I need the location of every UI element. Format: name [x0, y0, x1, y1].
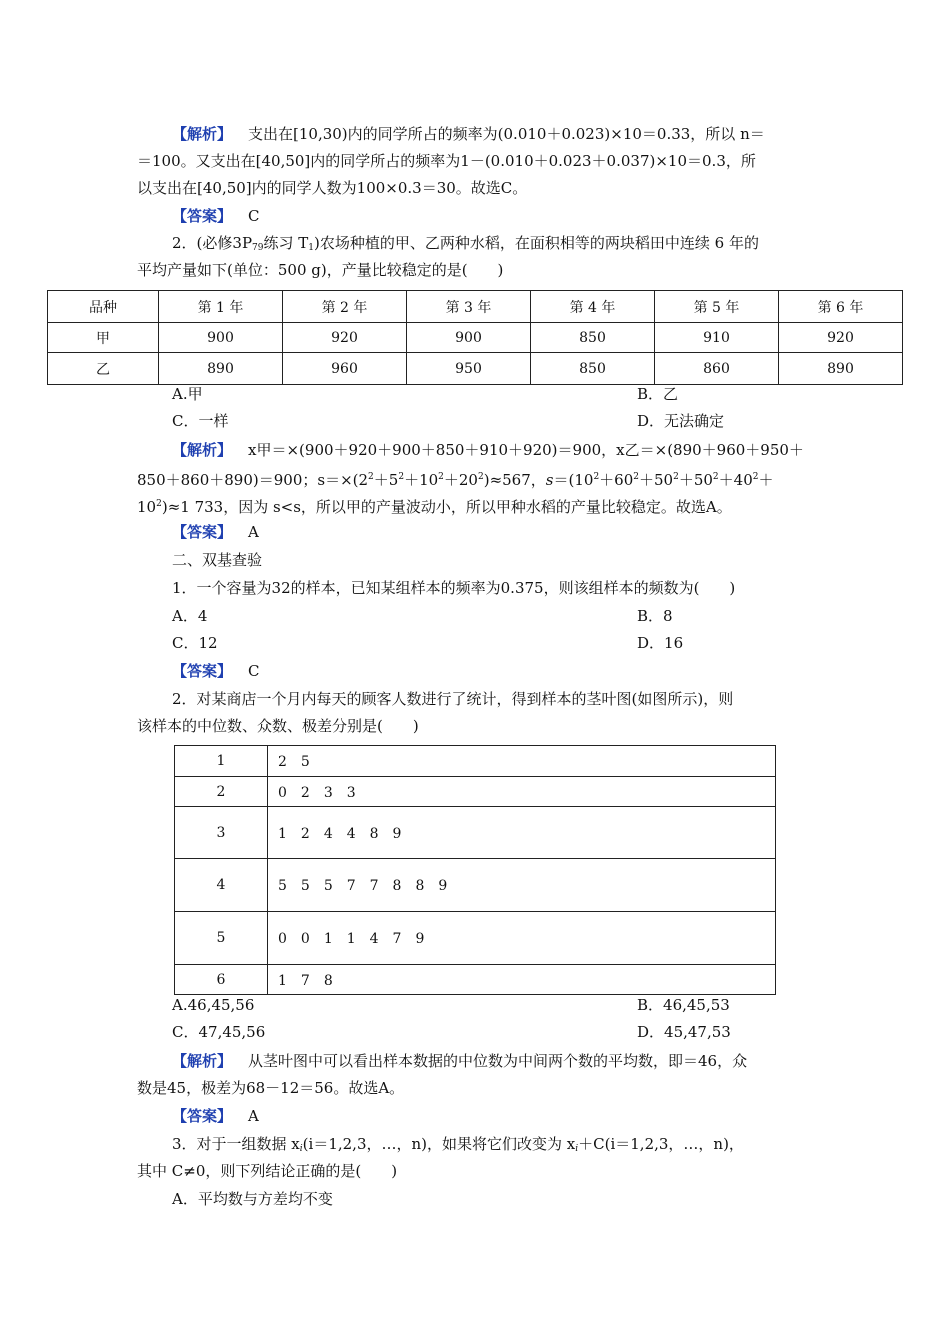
stem-leaf-plot: [174, 745, 776, 995]
analysis-text: 以支出在[40,50]内的同学人数为100×0.3＝30。故选C。: [137, 179, 528, 197]
option-d: D．无法确定: [637, 412, 725, 430]
question-text: 平均产量如下(单位：500 g)，产量比较稳定的是( ): [137, 261, 504, 279]
answer-label: 【答案】: [172, 1107, 233, 1125]
option-c: C．一样: [172, 412, 229, 430]
table-cell: 甲: [48, 323, 159, 353]
stem-leaf-row: [175, 807, 776, 859]
question-text: 2．(必修$3P_{79}$练习 $T_1$)农场种植的甲、乙两种水稻，在面积相等的两块稻田中连续 6 年的: [172, 234, 759, 253]
stem-cell: 6: [175, 965, 268, 995]
question-text: 其中 C≠0，则下列结论正确的是( ): [137, 1162, 398, 1180]
analysis-text: 支出在[10,30)内的同学所占的频率为(0.010＋0.023)×10＝0.33，所以 n＝: [248, 125, 765, 143]
option-c: C．12: [172, 634, 218, 652]
stem-cell: 1: [175, 746, 268, 777]
option-a: A.甲: [172, 385, 203, 403]
stem-leaf-row: [175, 859, 776, 912]
table-cell: 900: [407, 323, 531, 353]
answer-value: A: [248, 523, 259, 541]
analysis-text: x甲＝×(900＋920＋900＋850＋910＋920)＝900，x乙＝×(890＋960＋950＋: [248, 441, 804, 459]
answer-label: 【答案】: [172, 523, 233, 541]
stem-leaf-row: [175, 912, 776, 965]
table-cell: 890: [779, 353, 903, 385]
analysis-text: 数是45，极差为68－12＝56。故选A。: [137, 1079, 405, 1097]
answer-value: C: [248, 662, 260, 680]
table-cell: 850: [531, 353, 655, 385]
leaf-cell: 1 7 8: [268, 965, 776, 995]
table-header-cell: 第 4 年: [531, 291, 655, 323]
table-cell: 960: [283, 353, 407, 385]
table-cell: 850: [531, 323, 655, 353]
option-d: D．16: [637, 634, 684, 652]
leaf-cell: 0 0 1 1 4 7 9: [268, 912, 776, 965]
analysis-text: 850＋860＋890)＝900；$s=\times(2^2+5^2+10^2+20^2)\approx 567$，$s=(10^2+60^2+50^2+50^2+40^2+$: [137, 471, 774, 489]
option-a: A．平均数与方差均不变: [172, 1190, 333, 1208]
option-a: A.46,45,56: [172, 996, 255, 1014]
leaf-cell: 0 2 3 3: [268, 777, 776, 807]
analysis-label: 【解析】: [172, 1052, 233, 1070]
stem-cell: 2: [175, 777, 268, 807]
analysis-line: [172, 1051, 747, 1071]
answer-line: [172, 661, 260, 681]
question-text: 该样本的中位数、众数、极差分别是( ): [137, 717, 419, 735]
stem-leaf-row: [175, 777, 776, 807]
table-cell: 860: [655, 353, 779, 385]
table-cell: 920: [283, 323, 407, 353]
option-a: A．4: [172, 607, 208, 625]
question-text: 1．一个容量为32的样本，已知某组样本的频率为0.375，则该组样本的频数为( ): [172, 579, 736, 597]
table-header-cell: 第 5 年: [655, 291, 779, 323]
option-c: C．47,45,56: [172, 1023, 266, 1041]
option-d: D．45,47,53: [637, 1023, 731, 1041]
answer-line: [172, 1106, 259, 1126]
option-b: B．乙: [637, 385, 679, 403]
table-header-row: [48, 291, 903, 323]
analysis-line: [172, 440, 804, 460]
table-header-cell: 第 2 年: [283, 291, 407, 323]
answer-label: 【答案】: [172, 662, 233, 680]
stem-leaf-row: [175, 965, 776, 995]
table-header-cell: 第 1 年: [159, 291, 283, 323]
option-b: B．46,45,53: [637, 996, 730, 1014]
answer-line: [172, 522, 259, 542]
answer-value: A: [248, 1107, 259, 1125]
analysis-label: 【解析】: [172, 125, 233, 143]
stem-leaf-row: [175, 746, 776, 777]
table-cell: 950: [407, 353, 531, 385]
analysis-text: 从茎叶图中可以看出样本数据的中位数为中间两个数的平均数，即＝46，众: [248, 1052, 748, 1070]
analysis-label: 【解析】: [172, 441, 233, 459]
analysis-line: [172, 124, 765, 144]
table-cell: 890: [159, 353, 283, 385]
table-header-cell: 第 3 年: [407, 291, 531, 323]
yield-table: [47, 290, 903, 385]
leaf-cell: 1 2 4 4 8 9: [268, 807, 776, 859]
table-cell: 920: [779, 323, 903, 353]
answer-line: [172, 206, 260, 226]
table-header-cell: 品种: [48, 291, 159, 323]
table-cell: 900: [159, 323, 283, 353]
answer-value: C: [248, 207, 260, 225]
leaf-cell: 2 5: [268, 746, 776, 777]
table-cell: 910: [655, 323, 779, 353]
table-header-cell: 第 6 年: [779, 291, 903, 323]
stem-cell: 4: [175, 859, 268, 912]
question-text: 3．对于一组数据 $x_i(i=1,2,3$，…，n)，如果将它们改变为 $x_i+C(i=1,2,3$，…，n)，: [172, 1135, 744, 1154]
table-row: [48, 353, 903, 385]
stem-cell: 3: [175, 807, 268, 859]
stem-cell: 5: [175, 912, 268, 965]
answer-label: 【答案】: [172, 207, 233, 225]
analysis-text: ＝100。又支出在[40,50]内的同学所占的频率为1－(0.010＋0.023＋0.037)×10＝0.3，所: [137, 152, 756, 170]
section-title: 二、双基查验: [172, 551, 263, 569]
table-cell: 乙: [48, 353, 159, 385]
table-row: [48, 323, 903, 353]
option-b: B．8: [637, 607, 673, 625]
leaf-cell: 5 5 5 7 7 8 8 9: [268, 859, 776, 912]
question-text: 2．对某商店一个月内每天的顾客人数进行了统计，得到样本的茎叶图(如图所示)，则: [172, 690, 734, 708]
analysis-text: $10^2)\approx 1$ 733，因为 s<s，所以甲的产量波动小，所以甲种水稻的产量比较稳定。故选A。: [137, 498, 732, 516]
